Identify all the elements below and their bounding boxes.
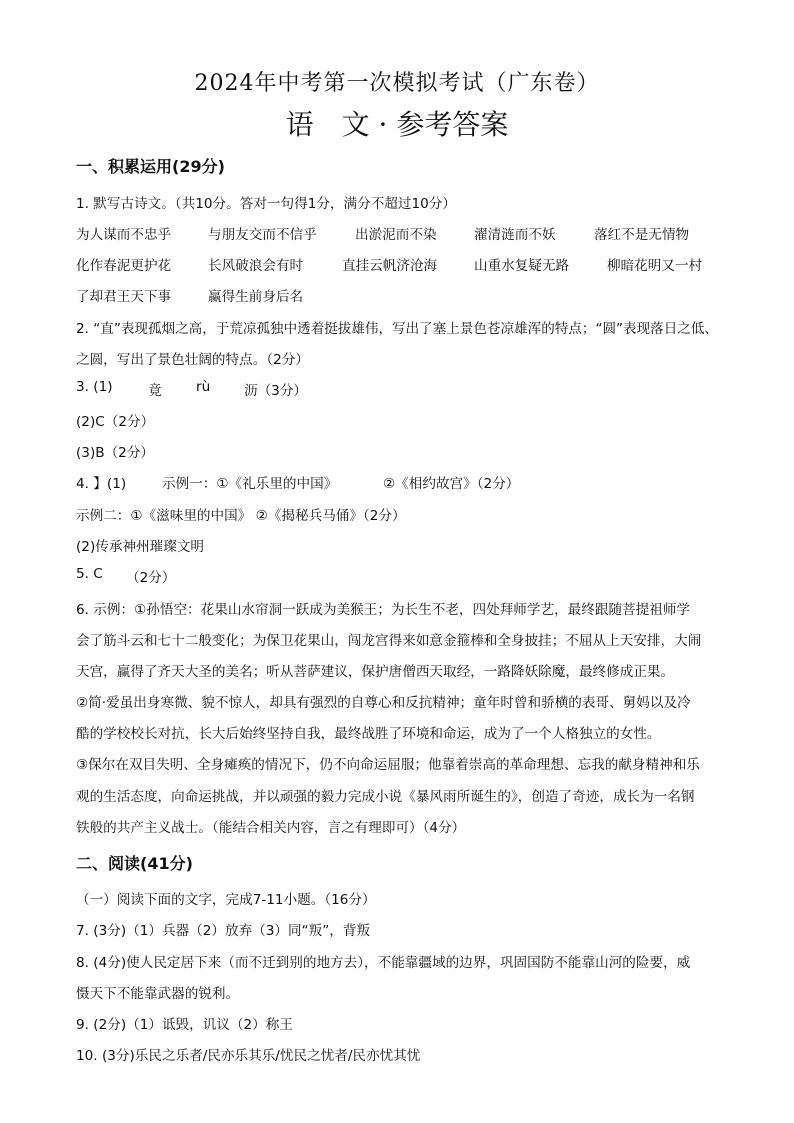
q3-prefix: 3. (1) bbox=[76, 379, 113, 395]
section-heading-accumulation: 一、积累运用(29分) bbox=[76, 157, 225, 176]
q1-answer: 长风破浪会有时 bbox=[208, 258, 304, 274]
q10-answer: 10. (3分)乐民之乐者/民亦乐其乐/忧民之忧者/民亦忧其忧 bbox=[76, 1048, 421, 1064]
q6-answer-line: 观的生活态度，向命运挑战，并以顽强的毅力完成小说《暴风雨所诞生的》，创造了奇迹，成长为一名钢 bbox=[76, 789, 695, 805]
q4-part2: (2)传承神州璀璨文明 bbox=[76, 539, 205, 555]
q2-answer-line: 2. “直”表现孤烟之高，于荒凉孤独中透着挺拔雄伟，写出了塞上景色苍凉雄浑的特点；“圆”表现落日之低、 bbox=[76, 321, 718, 337]
q1-answer: 直挂云帆济沧海 bbox=[342, 258, 438, 274]
q4-prefix: 4. 】(1) bbox=[76, 476, 127, 492]
section-heading-reading: 二、阅读(41分) bbox=[76, 854, 193, 873]
q4-example1b: ②《相约故宫》（2分） bbox=[383, 476, 520, 492]
q3-part2: (2)C（2分） bbox=[76, 414, 155, 430]
q6-answer-line: 6. 示例：①孙悟空：花果山水帘洞一跃成为美猴王；为长生不老，四处拜师学艺，最终跟随菩提祖师学 bbox=[76, 602, 691, 618]
q1-answer: 柳暗花明又一村 bbox=[607, 258, 703, 274]
q8-answer-line: 慑天下不能靠武器的锐利。 bbox=[76, 986, 240, 1002]
q3-answer-a: 竟 bbox=[148, 383, 162, 399]
q5-score: （2分） bbox=[126, 570, 176, 586]
q3-answer-c: 沥（3分） bbox=[244, 383, 308, 399]
q3-part3: (3)B（2分） bbox=[76, 445, 155, 461]
q1-answer: 出淤泥而不染 bbox=[355, 227, 437, 243]
q1-answer: 濯清涟而不妖 bbox=[474, 227, 556, 243]
q1-answer: 了却君王天下事 bbox=[76, 289, 172, 305]
q2-answer-line: 之圆，写出了景色壮阔的特点。（2分） bbox=[76, 352, 309, 368]
q6-answer-line: ③保尔在双目失明、全身瘫痪的情况下，仍不向命运屈服；他靠着崇高的革命理想、忘我的献身精神和乐 bbox=[76, 757, 700, 773]
q4-example2: 示例二：①《滋味里的中国》 ②《揭秘兵马俑》（2分） bbox=[76, 508, 406, 524]
exam-title: 2024年中考第一次模拟考试（广东卷） bbox=[194, 71, 600, 96]
q6-answer-line: 酷的学校校长对抗，长大后始终坚持自我，最终战胜了环境和命运，成为了一个人格独立的女性。 bbox=[76, 726, 661, 742]
q4-example1a: 示例一：①《礼乐里的中国》 bbox=[162, 476, 338, 492]
q1-answer: 赢得生前身后名 bbox=[208, 289, 304, 305]
q1-answer: 山重水复疑无路 bbox=[474, 258, 570, 274]
q6-answer-line: 天宫，赢得了齐天大圣的美名；听从菩萨建议，保护唐僧西天取经，一路降妖除魔，最终修成正果。 bbox=[76, 664, 675, 680]
reading-intro: （一）阅读下面的文字，完成7-11小题。（16分） bbox=[76, 892, 376, 908]
q6-answer-line: ②简·爱虽出身寒微、貌不惊人，却具有强烈的自尊心和反抗精神；童年时曾和骄横的表哥、舅妈以及冷 bbox=[76, 695, 691, 711]
q1-label: 1. 默写古诗文。（共10分。答对一句得1分，满分不超过10分） bbox=[76, 196, 456, 212]
q7-answer: 7. (3分)（1）兵器（2）放弃（3）同“叛”，背叛 bbox=[76, 923, 371, 939]
q9-answer: 9. (2分)（1）诋毁，讥议（2）称王 bbox=[76, 1017, 293, 1033]
q3-answer-b: rù bbox=[196, 379, 211, 395]
q6-answer-line: 铁般的共产主义战士。（能结合相关内容，言之有理即可）（4分） bbox=[76, 820, 466, 836]
paper-subtitle: 语 文 · 参考答案 bbox=[285, 108, 509, 141]
q8-answer-line: 8. (4分)使人民定居下来（而不迁到别的地方去），不能靠疆域的边界，巩固国防不能靠山河的险要，威 bbox=[76, 955, 691, 971]
q1-answer: 为人谋而不忠乎 bbox=[76, 227, 172, 243]
q1-answer: 落红不是无情物 bbox=[594, 227, 690, 243]
q5-choice: 5. C bbox=[76, 566, 103, 582]
q6-answer-line: 会了筋斗云和七十二般变化；为保卫花果山，闯龙宫得来如意金箍棒和全身披挂；不屈从上天安排，大闹 bbox=[76, 633, 702, 649]
q1-answer: 化作春泥更护花 bbox=[76, 258, 172, 274]
q1-answer: 与朋友交而不信乎 bbox=[208, 227, 317, 243]
